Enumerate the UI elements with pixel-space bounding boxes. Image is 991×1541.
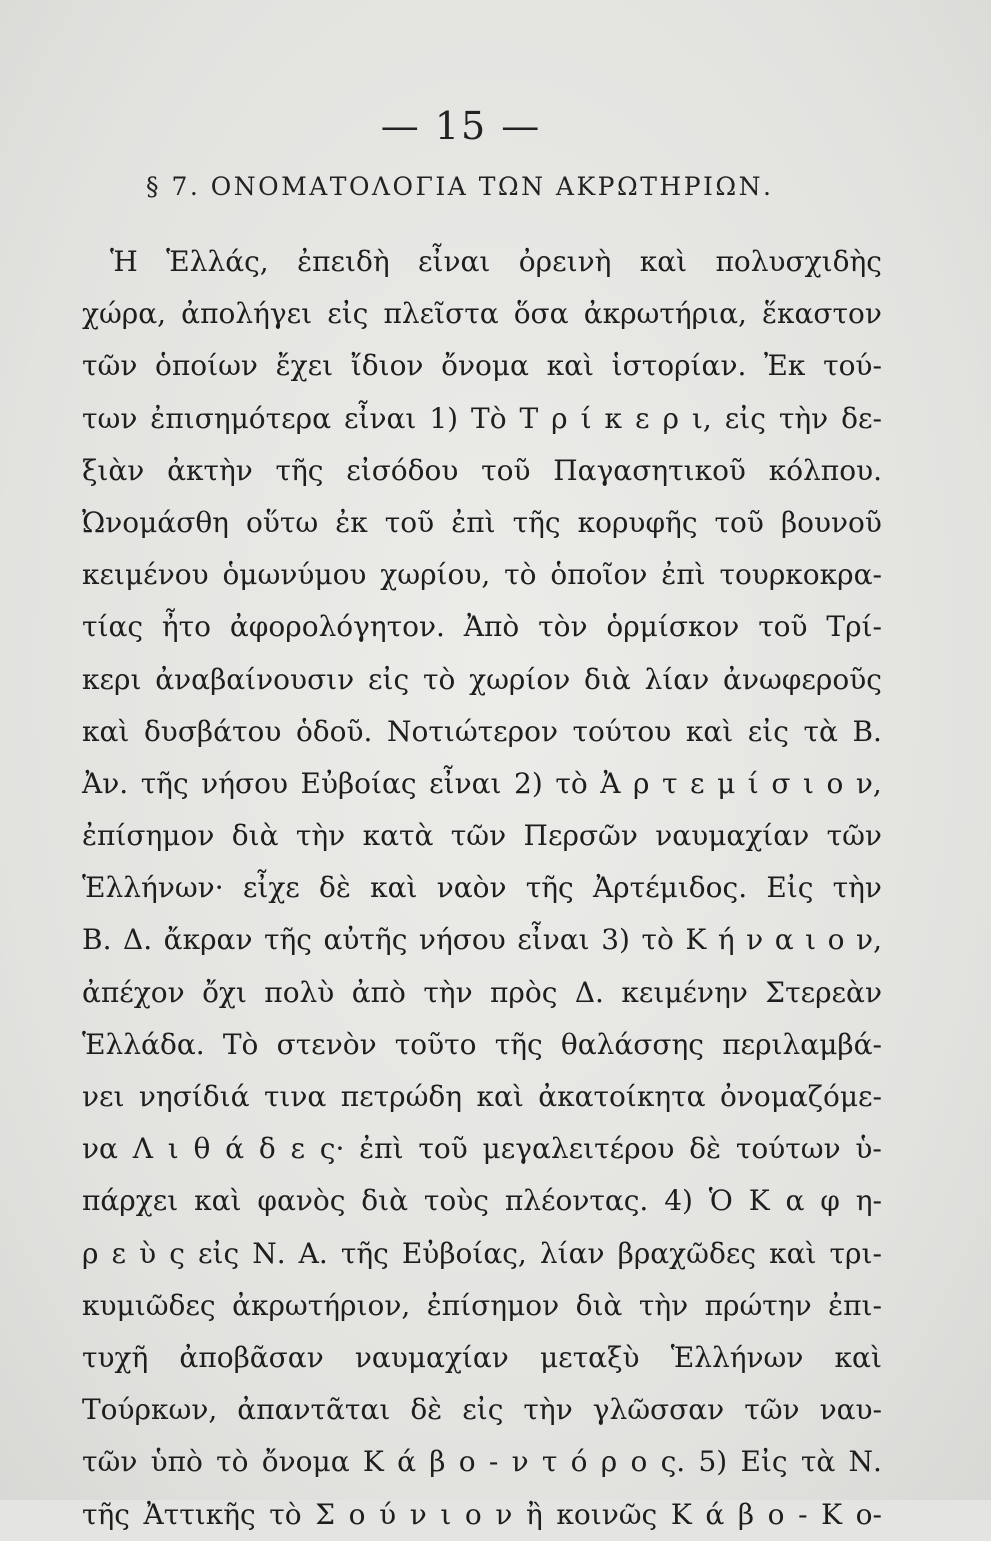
text-line: τῶν ὁποίων ἔχει ἴδιον ὄνομα καὶ ἱστορίαν. Ἐκ τού- [82,349,882,383]
text-line: καὶ δυσβάτου ὁδοῦ. Νοτιώτερον τούτου καὶ εἰς τὰ Β. [82,714,882,748]
text-line: Τούρκων, ἀπαντᾶται δὲ εἰς τὴν γλῶσσαν τῶν ναυ- [82,1393,882,1427]
text-line: να Λ ι θ ά δ ε ς· ἐπὶ τοῦ μεγαλειτέρου δὲ τούτων ὑ- [82,1132,882,1166]
page-number: — 15 — [380,104,542,148]
text-line: Ἡ Ἑλλάς, ἐπειδὴ εἶναι ὀρεινὴ καὶ πολυσχιδὴς [110,245,882,278]
text-line: Ἑλλήνων· εἶχε δὲ καὶ ναὸν τῆς Ἀρτέμιδος. Εἰς τὴν [82,871,882,905]
text-line: χώρα, ἀπολήγει εἰς πλεῖστα ὅσα ἀκρωτήρια, ἕκαστον [82,297,882,331]
text-line: των ἐπισημότερα εἶναι 1) Τὸ Τ ρ ί κ ε ρ ι, εἰς τὴν δε- [82,401,882,435]
text-line: νει νησίδιά τινα πετρώδη καὶ ἀκατοίκητα ὀνομαζόμε- [82,1080,882,1113]
text-line: ρ ε ὺ ς εἰς Ν. Α. τῆς Εὐβοίας, λίαν βραχῶδες καὶ τρι- [82,1236,882,1270]
text-line: τίας ἦτο ἀφορολόγητον. Ἀπὸ τὸν ὁρμίσκον τοῦ Τρί- [82,610,882,644]
text-line: Β. Δ. ἄκραν τῆς αὐτῆς νήσου εἶναι 3) τὸ Κ ή ν α ι ο ν, [82,923,882,957]
section-heading: § 7. ΟΝΟΜΑΤΟΛΟΓΙΑ ΤΩΝ ΑΚΡΩΤΗΡΙΩΝ. [146,172,774,201]
text-line: κερι ἀναβαίνουσιν εἰς τὸ χωρίον διὰ λίαν ἀνωφεροῦς [82,662,882,696]
text-line: ἐπίσημον διὰ τὴν κατὰ τῶν Περσῶν ναυμαχίαν τῶν [82,819,882,853]
text-line: Ἀν. τῆς νήσου Εὐβοίας εἶναι 2) τὸ Ἀ ρ τ ε μ ί σ ι ο ν, [82,766,882,800]
text-line: τῆς Ἀττικῆς τὸ Σ ο ύ ν ι ο ν ἢ κοινῶς Κ ά β ο - Κ ο- [82,1497,882,1531]
text-line: κυμιῶδες ἀκρωτήριον, ἐπίσημον διὰ τὴν πρώτην ἐπι- [82,1288,882,1322]
text-line: Ὠνομάσθη οὕτω ἐκ τοῦ ἐπὶ τῆς κορυφῆς τοῦ βουνοῦ [82,505,882,539]
text-line: τυχῆ ἀποβᾶσαν ναυμαχίαν μεταξὺ Ἑλλήνων καὶ [82,1340,882,1374]
text-line: τῶν ὑπὸ τὸ ὄνομα Κ ά β ο - ν τ ό ρ ο ς. 5) Εἰς τὰ Ν. [82,1445,882,1479]
text-line: κειμένου ὁμωνύμου χωρίου, τὸ ὁποῖον ἐπὶ τουρκοκρα- [82,558,882,592]
text-line: πάρχει καὶ φανὸς διὰ τοὺς πλέοντας. 4) Ὁ Κ α φ η- [82,1184,882,1218]
text-line: ξιὰν ἀκτὴν τῆς εἰσόδου τοῦ Παγασητικοῦ κόλπου. [82,453,882,487]
text-line: ἀπέχον ὄχι πολὺ ἀπὸ τὴν πρὸς Δ. κειμένην Στερεὰν [82,975,882,1009]
body-text [82,236,882,1541]
text-line: Ἑλλάδα. Τὸ στενὸν τοῦτο τῆς θαλάσσης περιλαμβά- [82,1027,882,1061]
